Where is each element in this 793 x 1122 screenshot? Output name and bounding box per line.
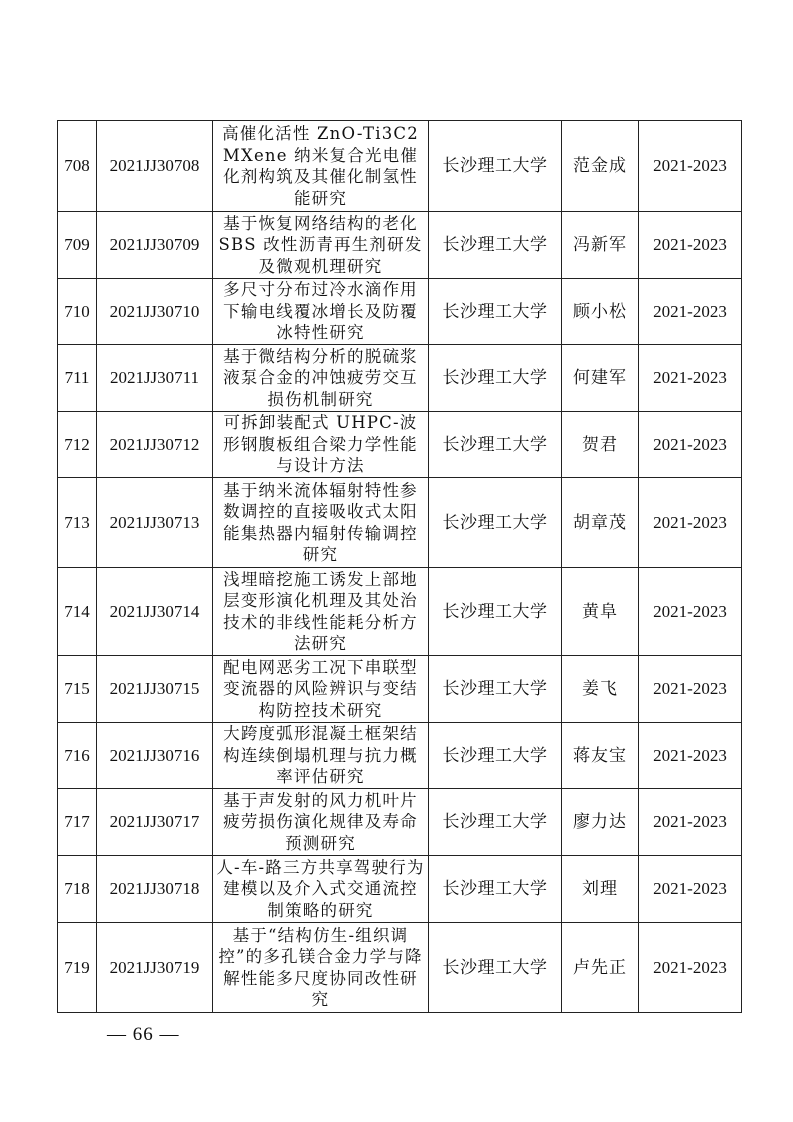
project-title: 基于恢复网络结构的老化 SBS 改性沥青再生剂研发及微观机理研究 (213, 212, 429, 279)
row-number: 710 (58, 279, 97, 345)
row-number: 718 (58, 856, 97, 923)
project-period: 2021-2023 (639, 923, 742, 1013)
institution-name: 长沙理工大学 (429, 568, 562, 656)
project-period: 2021-2023 (639, 279, 742, 345)
table-row (58, 923, 742, 1013)
institution-name: 长沙理工大学 (429, 923, 562, 1013)
project-period: 2021-2023 (639, 478, 742, 568)
project-code: 2021JJ30717 (97, 789, 213, 856)
table-row (58, 656, 742, 723)
project-leader: 何建军 (562, 345, 639, 412)
row-number: 714 (58, 568, 97, 656)
project-period: 2021-2023 (639, 723, 742, 789)
project-title: 高催化活性 ZnO-Ti3C2 MXene 纳米复合光电催化剂构筑及其催化制氢性能研究 (213, 121, 429, 212)
project-leader: 范金成 (562, 121, 639, 212)
project-leader: 冯新军 (562, 212, 639, 279)
project-period: 2021-2023 (639, 212, 742, 279)
row-number: 717 (58, 789, 97, 856)
project-period: 2021-2023 (639, 568, 742, 656)
project-leader: 胡章茂 (562, 478, 639, 568)
row-number: 719 (58, 923, 97, 1013)
project-code: 2021JJ30718 (97, 856, 213, 923)
institution-name: 长沙理工大学 (429, 121, 562, 212)
project-period: 2021-2023 (639, 856, 742, 923)
project-code: 2021JJ30716 (97, 723, 213, 789)
institution-name: 长沙理工大学 (429, 345, 562, 412)
institution-name: 长沙理工大学 (429, 212, 562, 279)
table-row (58, 279, 742, 345)
institution-name: 长沙理工大学 (429, 856, 562, 923)
project-period: 2021-2023 (639, 656, 742, 723)
project-title: 人-车-路三方共享驾驶行为建模以及介入式交通流控制策略的研究 (213, 856, 429, 923)
project-title: 基于声发射的风力机叶片疲劳损伤演化规律及寿命预测研究 (213, 789, 429, 856)
row-number: 709 (58, 212, 97, 279)
table-row (58, 568, 742, 656)
project-code: 2021JJ30712 (97, 412, 213, 478)
project-leader: 廖力达 (562, 789, 639, 856)
row-number: 716 (58, 723, 97, 789)
project-period: 2021-2023 (639, 345, 742, 412)
institution-name: 长沙理工大学 (429, 789, 562, 856)
project-code: 2021JJ30710 (97, 279, 213, 345)
project-table-body (58, 121, 742, 1013)
project-leader: 蒋友宝 (562, 723, 639, 789)
project-title: 配电网恶劣工况下串联型变流器的风险辨识与变结构防控技术研究 (213, 656, 429, 723)
project-table (57, 120, 742, 1013)
row-number: 715 (58, 656, 97, 723)
row-number: 712 (58, 412, 97, 478)
row-number: 713 (58, 478, 97, 568)
project-leader: 姜飞 (562, 656, 639, 723)
institution-name: 长沙理工大学 (429, 279, 562, 345)
project-title: 浅埋暗挖施工诱发上部地层变形演化机理及其处治技术的非线性能耗分析方法研究 (213, 568, 429, 656)
project-leader: 黄阜 (562, 568, 639, 656)
project-title: 多尺寸分布过冷水滴作用下输电线覆冰增长及防覆冰特性研究 (213, 279, 429, 345)
row-number: 708 (58, 121, 97, 212)
project-period: 2021-2023 (639, 121, 742, 212)
table-row (58, 723, 742, 789)
table-row (58, 478, 742, 568)
institution-name: 长沙理工大学 (429, 656, 562, 723)
table-row (58, 212, 742, 279)
project-period: 2021-2023 (639, 789, 742, 856)
project-code: 2021JJ30715 (97, 656, 213, 723)
project-title: 可拆卸装配式 UHPC-波形钢腹板组合梁力学性能与设计方法 (213, 412, 429, 478)
project-code: 2021JJ30713 (97, 478, 213, 568)
project-code: 2021JJ30708 (97, 121, 213, 212)
project-code: 2021JJ30714 (97, 568, 213, 656)
project-leader: 卢先正 (562, 923, 639, 1013)
table-row (58, 121, 742, 212)
project-leader: 贺君 (562, 412, 639, 478)
project-code: 2021JJ30709 (97, 212, 213, 279)
project-code: 2021JJ30719 (97, 923, 213, 1013)
project-period: 2021-2023 (639, 412, 742, 478)
project-title: 基于微结构分析的脱硫浆液泵合金的冲蚀疲劳交互损伤机制研究 (213, 345, 429, 412)
row-number: 711 (58, 345, 97, 412)
project-leader: 刘理 (562, 856, 639, 923)
project-title: 基于纳米流体辐射特性参数调控的直接吸收式太阳能集热器内辐射传输调控研究 (213, 478, 429, 568)
table-row (58, 345, 742, 412)
institution-name: 长沙理工大学 (429, 412, 562, 478)
project-title: 大跨度弧形混凝土框架结构连续倒塌机理与抗力概率评估研究 (213, 723, 429, 789)
table-row (58, 789, 742, 856)
page-number: — 66 — (107, 1024, 180, 1045)
project-title: 基于“结构仿生-组织调控”的多孔镁合金力学与降解性能多尺度协同改性研究 (213, 923, 429, 1013)
table-row (58, 856, 742, 923)
institution-name: 长沙理工大学 (429, 723, 562, 789)
table-row (58, 412, 742, 478)
institution-name: 长沙理工大学 (429, 478, 562, 568)
project-code: 2021JJ30711 (97, 345, 213, 412)
project-leader: 顾小松 (562, 279, 639, 345)
